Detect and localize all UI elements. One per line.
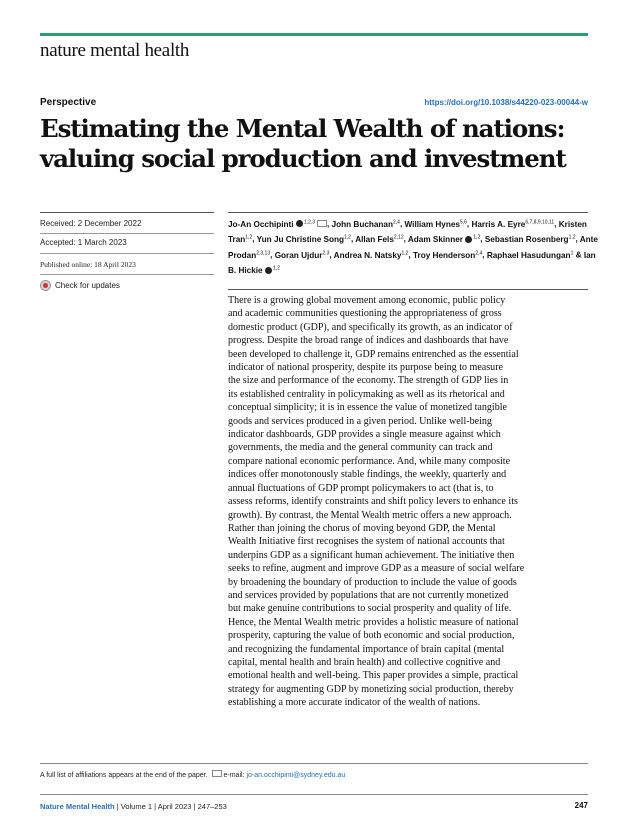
- abstract-line: indices offer monotonously stable findings, the weekly, quarterly and: [228, 469, 507, 481]
- affiliation-marker: 1,2,3: [302, 219, 316, 225]
- author-name: Troy Henderson: [412, 250, 476, 260]
- divider: [40, 253, 214, 254]
- abstract-line: conceptual simplicity; it is in essence the value of monetized tangible: [228, 402, 507, 414]
- abstract-line: establishing a more accurate indicator of the wealth of nations.: [228, 697, 481, 709]
- affiliation-marker: 1,2: [271, 265, 280, 272]
- abstract-line: indicator of national prosperity, despite its purpose being to measure: [228, 362, 504, 374]
- divider: [40, 763, 588, 764]
- abstract-line: by broadening the boundary of production to include the value of goods: [228, 576, 517, 588]
- affiliation-marker: 5,6: [459, 219, 467, 225]
- abstract-line: domestic product (GDP), and specifically its growth, as an indicator of: [228, 321, 513, 333]
- abstract-line: been developed to challenge it, GDP remains entrenched as the essential: [228, 348, 519, 360]
- journal-accent-bar: [40, 33, 588, 36]
- author-name: Raphael Hasudungan: [486, 250, 571, 260]
- author[interactable]: [485, 235, 576, 244]
- title-line: Estimating the Mental Wealth of nations:: [40, 114, 565, 143]
- author-name: Kristen Tran: [228, 219, 587, 245]
- author[interactable]: [408, 235, 480, 244]
- journal-name: nature mental health: [40, 40, 190, 61]
- abstract-line: Wealth Initiative first recognises the system of national accounts that: [228, 536, 505, 548]
- orcid-icon[interactable]: [296, 220, 303, 227]
- author[interactable]: [355, 235, 403, 244]
- author[interactable]: [405, 220, 467, 229]
- email-label: e-mail:: [223, 772, 245, 779]
- author[interactable]: [332, 220, 400, 229]
- email-link[interactable]: jo-an.occhipinti@sydney.edu.au: [246, 772, 346, 779]
- mail-icon: [212, 770, 222, 777]
- abstract-line: strategy for augmenting GDP by monetizing social production, thereby: [228, 683, 514, 695]
- author-name: Adam Skinner: [407, 235, 463, 245]
- received-date: Received: 2 December 2022: [40, 219, 142, 228]
- author[interactable]: [275, 251, 330, 260]
- abstract-line: Hence, the Mental Wealth metric provides a holistic measure of national: [228, 616, 519, 628]
- abstract-line: annual fluctuations of GDP prompt policymakers to act (that is, to: [228, 482, 494, 494]
- orcid-icon[interactable]: [465, 236, 472, 243]
- author-name: Andrea N. Natsky: [333, 250, 402, 260]
- abstract-line: its established centrality in policymaking as well as its rhetorical and: [228, 388, 505, 400]
- affiliation-marker: 1,2: [471, 234, 481, 241]
- author-list: Jo-An Occhipinti $^{1,2,3}$ , John Buchanan$^{2,4}$, William Hynes$^{5,6}$, Harris A. Eyre$^{6,7,8,9,10,11}$, Kristen Tran$^{1,2}$, Yun Ju Christine Song$^{1,2}$, Allan Fels$^{2,12}$, Adam Skinner $^{1,2}$, Sebastian Rosenberg$^{1,2}$, Ante Prodan$^{2,3,13}$, Goran Ujdur$^{2,3}$, Andrea N. Natsky$^{1,2}$, Troy Henderson$^{2,4}$, Raphael Hasudungan$^1$ & Ian B. Hickie $^{1,2}$: [228, 219, 598, 276]
- abstract-line: capital, mental health and brain health) and collective cognitive and: [228, 656, 501, 668]
- abstract-line: compare national economic performance. And, while many composite: [228, 455, 511, 467]
- abstract: [228, 294, 590, 710]
- author-name: Harris A. Eyre: [471, 219, 526, 229]
- abstract-line: prosperity, capturing the value of both economic and social production,: [228, 630, 515, 642]
- check-updates-icon: [40, 280, 51, 291]
- abstract-line: and services provided by populations that are not currently monetized: [228, 589, 509, 601]
- article-type: Perspective: [40, 97, 97, 108]
- author[interactable]: [413, 251, 482, 260]
- affiliation-marker: 1,2: [245, 234, 253, 241]
- footer-issue: | Volume 1 | April 2023 | 247–253: [116, 802, 227, 811]
- author[interactable]: [471, 220, 554, 229]
- abstract-line: There is a growing global movement among economic, public policy: [228, 295, 506, 306]
- check-updates-label: Check for updates: [55, 281, 120, 290]
- abstract-line: Rather than joining the chorus of moving beyond GDP, the Mental: [228, 522, 496, 534]
- author-name: John Buchanan: [331, 219, 393, 229]
- footer-journal: Nature Mental Health: [40, 802, 115, 811]
- affiliation-footnote: [40, 770, 345, 779]
- abstract-line: seeks to refine, augment and improve GDP as a measure of social welfare: [228, 563, 525, 575]
- affiliation-marker: 2,4: [475, 249, 483, 256]
- author-name: Jo-An Occhipinti: [228, 219, 294, 229]
- abstract-line: underpins GDP as a significant human achievement. The initiative then: [228, 549, 515, 561]
- author[interactable]: [487, 251, 574, 260]
- affiliation-marker: 1,2: [568, 234, 576, 241]
- affiliation-marker: 2,3,13: [256, 249, 271, 256]
- author-name: Goran Ujdur: [274, 250, 323, 260]
- author[interactable]: [228, 220, 327, 229]
- mail-icon[interactable]: [317, 220, 327, 227]
- abstract-line: but make genuine contributions to social prosperity and quality of life.: [228, 603, 512, 615]
- orcid-icon[interactable]: [265, 267, 272, 274]
- divider: [40, 274, 214, 275]
- author-name: Ante Prodan: [228, 235, 598, 260]
- author-name: Sebastian Rosenberg: [484, 235, 569, 245]
- abstract-line: goods and services produced in a given period. Unlike well-being: [228, 415, 492, 427]
- abstract-line: progress. Despite the broad range of indices and dashboards that have: [228, 335, 509, 347]
- divider: [40, 794, 588, 795]
- affiliation-marker: 1: [570, 249, 574, 256]
- author-name: William Hynes: [404, 219, 460, 229]
- divider: [40, 212, 214, 213]
- abstract-line: assess reforms, identify constraints and shift policy levers to enhance its: [228, 496, 518, 508]
- title-line: valuing social production and investment: [40, 144, 566, 173]
- abstract-line: and recognizing the fundamental importance of brain capital (mental: [228, 643, 505, 655]
- accepted-date: Accepted: 1 March 2023: [40, 238, 127, 247]
- author-name: Yun Ju Christine Song: [256, 235, 344, 245]
- affiliation-marker: 2,3: [322, 249, 330, 256]
- check-updates-button[interactable]: [40, 280, 120, 291]
- doi-link[interactable]: https://doi.org/10.1038/s44220-023-00044-w: [424, 98, 588, 107]
- affiliation-marker: 1,2: [344, 234, 351, 241]
- abstract-line: indicator dashboards, GDP provides a single measure against which: [228, 429, 501, 441]
- affiliation-marker: 1,2: [401, 249, 409, 256]
- author[interactable]: [334, 251, 409, 260]
- affiliation-marker: 6,7,8,9,10,11: [525, 219, 555, 225]
- abstract-line: growth). By contrast, the Mental Wealth metric offers a new approach.: [228, 509, 512, 521]
- abstract-line: the size and performance of the economy. The strength of GDP lies in: [228, 375, 509, 387]
- abstract-line: and academic communities questioning the appropriateness of gross: [228, 308, 502, 320]
- divider: [228, 289, 588, 290]
- page-footer: [40, 802, 227, 811]
- affiliation-marker: 2,12: [393, 234, 404, 241]
- author[interactable]: [257, 235, 351, 244]
- divider: [228, 212, 588, 213]
- abstract-line: governments, the media and the general community can track and: [228, 442, 493, 454]
- published-date: Published online: 18 April 2023: [40, 260, 136, 269]
- article-title: [40, 114, 600, 174]
- author-name: Ian B. Hickie: [228, 250, 596, 276]
- affiliation-marker: 2,4: [393, 219, 400, 225]
- author-name: Allan Fels: [355, 235, 394, 245]
- page-number: 247: [574, 801, 588, 810]
- divider: [40, 233, 214, 234]
- abstract-line: emotional health and well-being. This paper provides a simple, practical: [228, 670, 519, 682]
- footnote-text: A full list of affiliations appears at the end of the paper.: [40, 772, 208, 779]
